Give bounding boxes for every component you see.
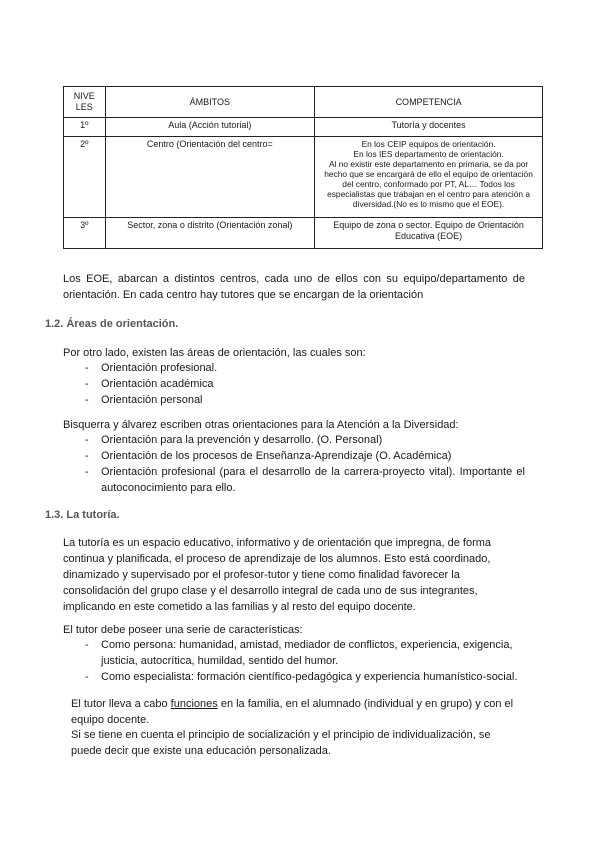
table-row [64, 218, 543, 249]
cell-competencia: Tutoría y docentes [315, 118, 543, 137]
areas-intro: Por otro lado, existen las áreas de orientación, las cuales son: [63, 347, 366, 359]
list-item: - Como persona: humanidad, amistad, mediador de conflictos, experiencia, exigencia, justicia, autocrítica, humildad, sentido del humor. [63, 637, 525, 669]
cell-ambito: Sector, zona o distrito (Orientación zonal) [105, 218, 315, 249]
list-item: - Orientación de los procesos de Enseñanza-Aprendizaje (O. Académica) [63, 448, 525, 464]
list-item: - Orientación para la prevención y desarrollo. (O. Personal) [63, 432, 525, 448]
eoe-paragraph: Los EOE, abarcan a distintos centros, cada uno de ellos con su equipo/departamento de orientación. En cada centro hay tutores que se encargan de la orientación [63, 273, 525, 301]
list-item: - Orientación profesional (para el desarrollo de la carrera-proyecto vital). Importante el autoconocimiento para ello. [63, 464, 525, 496]
levels-table [63, 86, 543, 249]
areas-list [63, 360, 533, 408]
header-ambitos: ÁMBITOS [105, 87, 315, 118]
cell-nivel: 3º [64, 218, 106, 249]
section-title-tutoria: 1.3. La tutoría. [45, 509, 120, 521]
header-niveles: NIVE LES [64, 87, 106, 118]
list-item: - Orientación académica [63, 376, 533, 392]
list-item: - Orientación profesional. [63, 360, 533, 376]
cell-ambito: Centro (Orientación del centro= [105, 137, 315, 218]
list-item: - Orientación personal [63, 392, 533, 408]
cell-competencia: En los CEIP equipos de orientación. En los IES departamento de orientación. Al no existir este departamento en primaria, se da por hecho que se encargará de ello el equipo de orientación del centro, conformado por PT, AL… Todos los especialistas que trabajan en el centro para atención a diversidad.(No es lo mismo que el EOE). [315, 137, 543, 218]
closing-paragraph: Si se tiene en cuenta el principio de socialización y el principio de individualización, se puede decir que existe una educación personalizada. [71, 729, 491, 757]
tutoria-paragraph: La tutoría es un espacio educativo, informativo y de orientación que impregna, de forma continua y planificada, el proceso de aprendizaje de los alumnos. Esto está coordinado, dinamizado y supervisado por el profesor-tutor y tiene como finalidad favorecer la consolidación del grupo clase y el desarrollo integral de cada uno de sus integrantes, implicando en este cometido a las familias y al resto del equipo docente. [63, 537, 492, 613]
header-competencia: COMPETENCIA [315, 87, 543, 118]
functions-paragraph [71, 696, 531, 728]
functions-text-after: en la familia, en el alumnado (individual y en grupo) y con el equipo docente. [71, 698, 514, 726]
section-title-areas: 1.2. Áreas de orientación. [45, 318, 179, 330]
table-row [64, 118, 543, 137]
tutor-traits-list [63, 637, 525, 685]
areas-list-2 [63, 432, 525, 496]
areas-intro-2: Bisquerra y álvarez escriben otras orientaciones para la Atención a la Diversidad: [63, 419, 459, 431]
list-item: - Como especialista: formación científico-pedagógica y experiencia humanístico-social. [63, 669, 525, 685]
tutor-traits-intro: El tutor debe poseer una serie de características: [63, 624, 303, 636]
cell-competencia: Equipo de zona o sector. Equipo de Orientación Educativa (EOE) [315, 218, 543, 249]
functions-underlined: funciones [170, 698, 218, 710]
functions-text-before: El tutor lleva a cabo [71, 698, 171, 710]
cell-nivel: 1º [64, 118, 106, 137]
cell-nivel: 2º [64, 137, 106, 218]
table-header-row [64, 87, 543, 118]
cell-ambito: Aula (Acción tutorial) [105, 118, 315, 137]
table-row [64, 137, 543, 218]
